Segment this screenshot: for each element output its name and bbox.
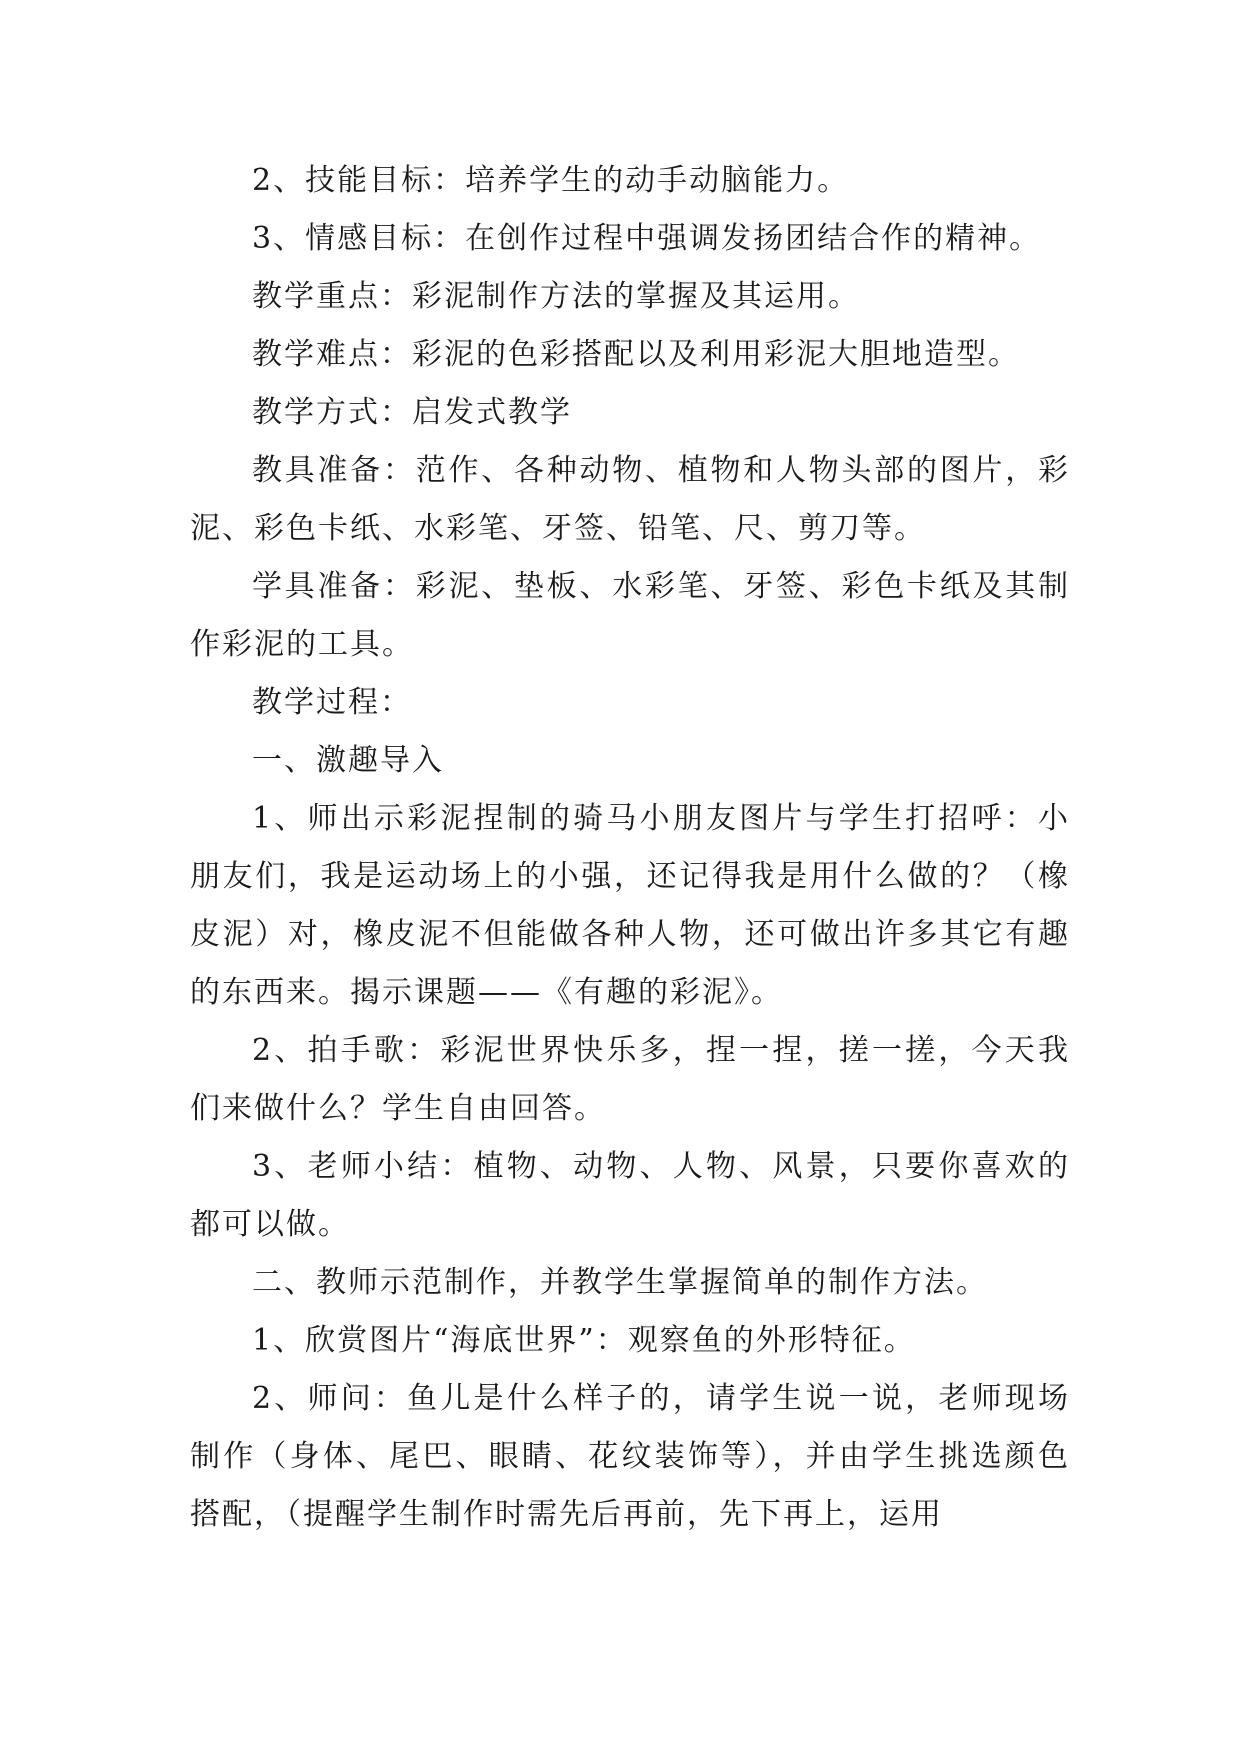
paragraph-student-materials: 学具准备：彩泥、垫板、水彩笔、牙签、彩色卡纸及其制作彩泥的工具。 bbox=[190, 569, 1070, 662]
paragraph-teaching-process: 教学过程： bbox=[252, 685, 412, 720]
paragraph-demo-step-1: 1、欣赏图片“海底世界”：观察鱼的外形特征。 bbox=[252, 1323, 916, 1358]
paragraph-intro-step-3: 3、老师小结：植物、动物、人物、风景，只要你喜欢的都可以做。 bbox=[190, 1149, 1070, 1242]
section-heading-intro: 一、激趣导入 bbox=[252, 743, 444, 778]
paragraph-intro-step-1: 1、师出示彩泥捏制的骑马小朋友图片与学生打招呼：小朋友们，我是运动场上的小强，还记得我是用什么做的？（橡皮泥）对，橡皮泥不但能做各种人物，还可做出许多其它有趣的东西来。揭示课题——《有趣的彩泥》。 bbox=[190, 801, 1070, 1010]
paragraph-teaching-focus: 教学重点：彩泥制作方法的掌握及其运用。 bbox=[252, 279, 860, 314]
paragraph-teaching-difficulty: 教学难点：彩泥的色彩搭配以及利用彩泥大胆地造型。 bbox=[252, 337, 1020, 372]
section-heading-demo: 二、教师示范制作，并教学生掌握简单的制作方法。 bbox=[252, 1265, 988, 1300]
paragraph-teacher-materials: 教具准备：范作、各种动物、植物和人物头部的图片，彩泥、彩色卡纸、水彩笔、牙签、铅笔、尺、剪刀等。 bbox=[190, 453, 1070, 546]
paragraph-teaching-method: 教学方式：启发式教学 bbox=[252, 395, 572, 430]
paragraph-intro-step-2: 2、拍手歌：彩泥世界快乐多，捏一捏，搓一搓，今天我们来做什么？学生自由回答。 bbox=[190, 1033, 1070, 1126]
document-body bbox=[190, 152, 1070, 1544]
paragraph-skill-goal: 2、技能目标：培养学生的动手动脑能力。 bbox=[252, 163, 850, 198]
paragraph-demo-step-2: 2、师问：鱼儿是什么样子的，请学生说一说，老师现场制作（身体、尾巴、眼睛、花纹装饰等），并由学生挑选颜色搭配，（提醒学生制作时需先后再前，先下再上，运用 bbox=[190, 1381, 1070, 1532]
paragraph-emotion-goal: 3、情感目标：在创作过程中强调发扬团结合作的精神。 bbox=[252, 221, 1042, 256]
